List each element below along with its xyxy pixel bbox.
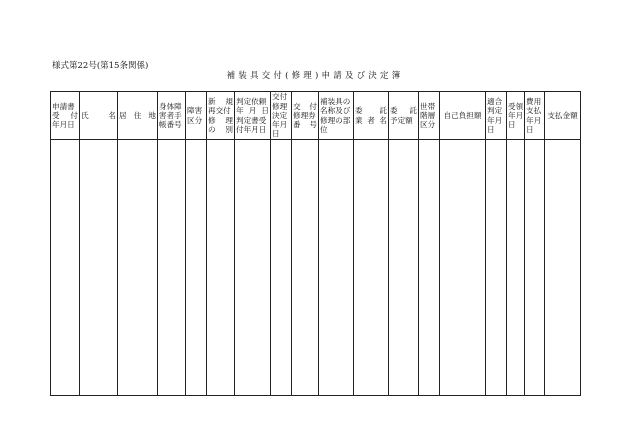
entry-area-row	[51, 140, 581, 396]
entry-cell[interactable]	[389, 140, 419, 396]
header-row	[51, 92, 581, 140]
col-name: 氏 名	[80, 92, 118, 140]
col-household-class: 世帯 階層 区分	[419, 92, 440, 140]
entry-cell[interactable]	[207, 140, 235, 396]
entry-cell[interactable]	[271, 140, 292, 396]
entry-cell[interactable]	[354, 140, 389, 396]
col-delivery-repair-decision-date: 交付 修理 決定 年月 日	[271, 92, 292, 140]
register-table	[50, 91, 581, 396]
col-address: 居 住 地	[118, 92, 158, 140]
col-delivery-repair-voucher-no: 交 付 修理券 番 号	[292, 92, 319, 140]
document-title: 補装具交付(修理)申請及び決定簿	[226, 71, 404, 81]
entry-cell[interactable]	[319, 140, 354, 396]
col-application-date: 申請書 受 付 年月日	[51, 92, 80, 140]
entry-cell[interactable]	[186, 140, 207, 396]
entry-cell[interactable]	[292, 140, 319, 396]
col-device-name-repair-part: 補装具の 名称及び 修理の部 位	[319, 92, 354, 140]
entry-cell[interactable]	[51, 140, 80, 396]
entry-cell[interactable]	[545, 140, 581, 396]
col-receipt-date: 受領 年月 日	[507, 92, 525, 140]
entry-cell[interactable]	[440, 140, 486, 396]
entry-cell[interactable]	[158, 140, 186, 396]
col-contract-estimated-amount: 委 託 予定額	[389, 92, 419, 140]
col-new-replace-repair: 新 規 再交付 修 理 の 別	[207, 92, 235, 140]
form-number: 様式第22号(第15条関係)	[52, 61, 149, 71]
entry-cell[interactable]	[235, 140, 271, 396]
col-disability-handbook-no: 身体障 害者手 帳番号	[158, 92, 186, 140]
col-conformity-judgment-date: 適合 判定 年月 日	[486, 92, 507, 140]
col-expense-payment-date: 費用 支払 年月 日	[525, 92, 545, 140]
col-contractor-name: 委 託 業 者 名	[354, 92, 389, 140]
entry-cell[interactable]	[486, 140, 507, 396]
entry-cell[interactable]	[507, 140, 525, 396]
col-self-pay-amount: 自己負担額	[440, 92, 486, 140]
col-payment-amount: 支払金額	[545, 92, 581, 140]
entry-cell[interactable]	[419, 140, 440, 396]
col-judgment-request-date: 判定依頼 年 月 日 判定書受 付年月日	[235, 92, 271, 140]
entry-cell[interactable]	[118, 140, 158, 396]
col-disability-class: 障害 区分	[186, 92, 207, 140]
entry-cell[interactable]	[525, 140, 545, 396]
entry-cell[interactable]	[80, 140, 118, 396]
